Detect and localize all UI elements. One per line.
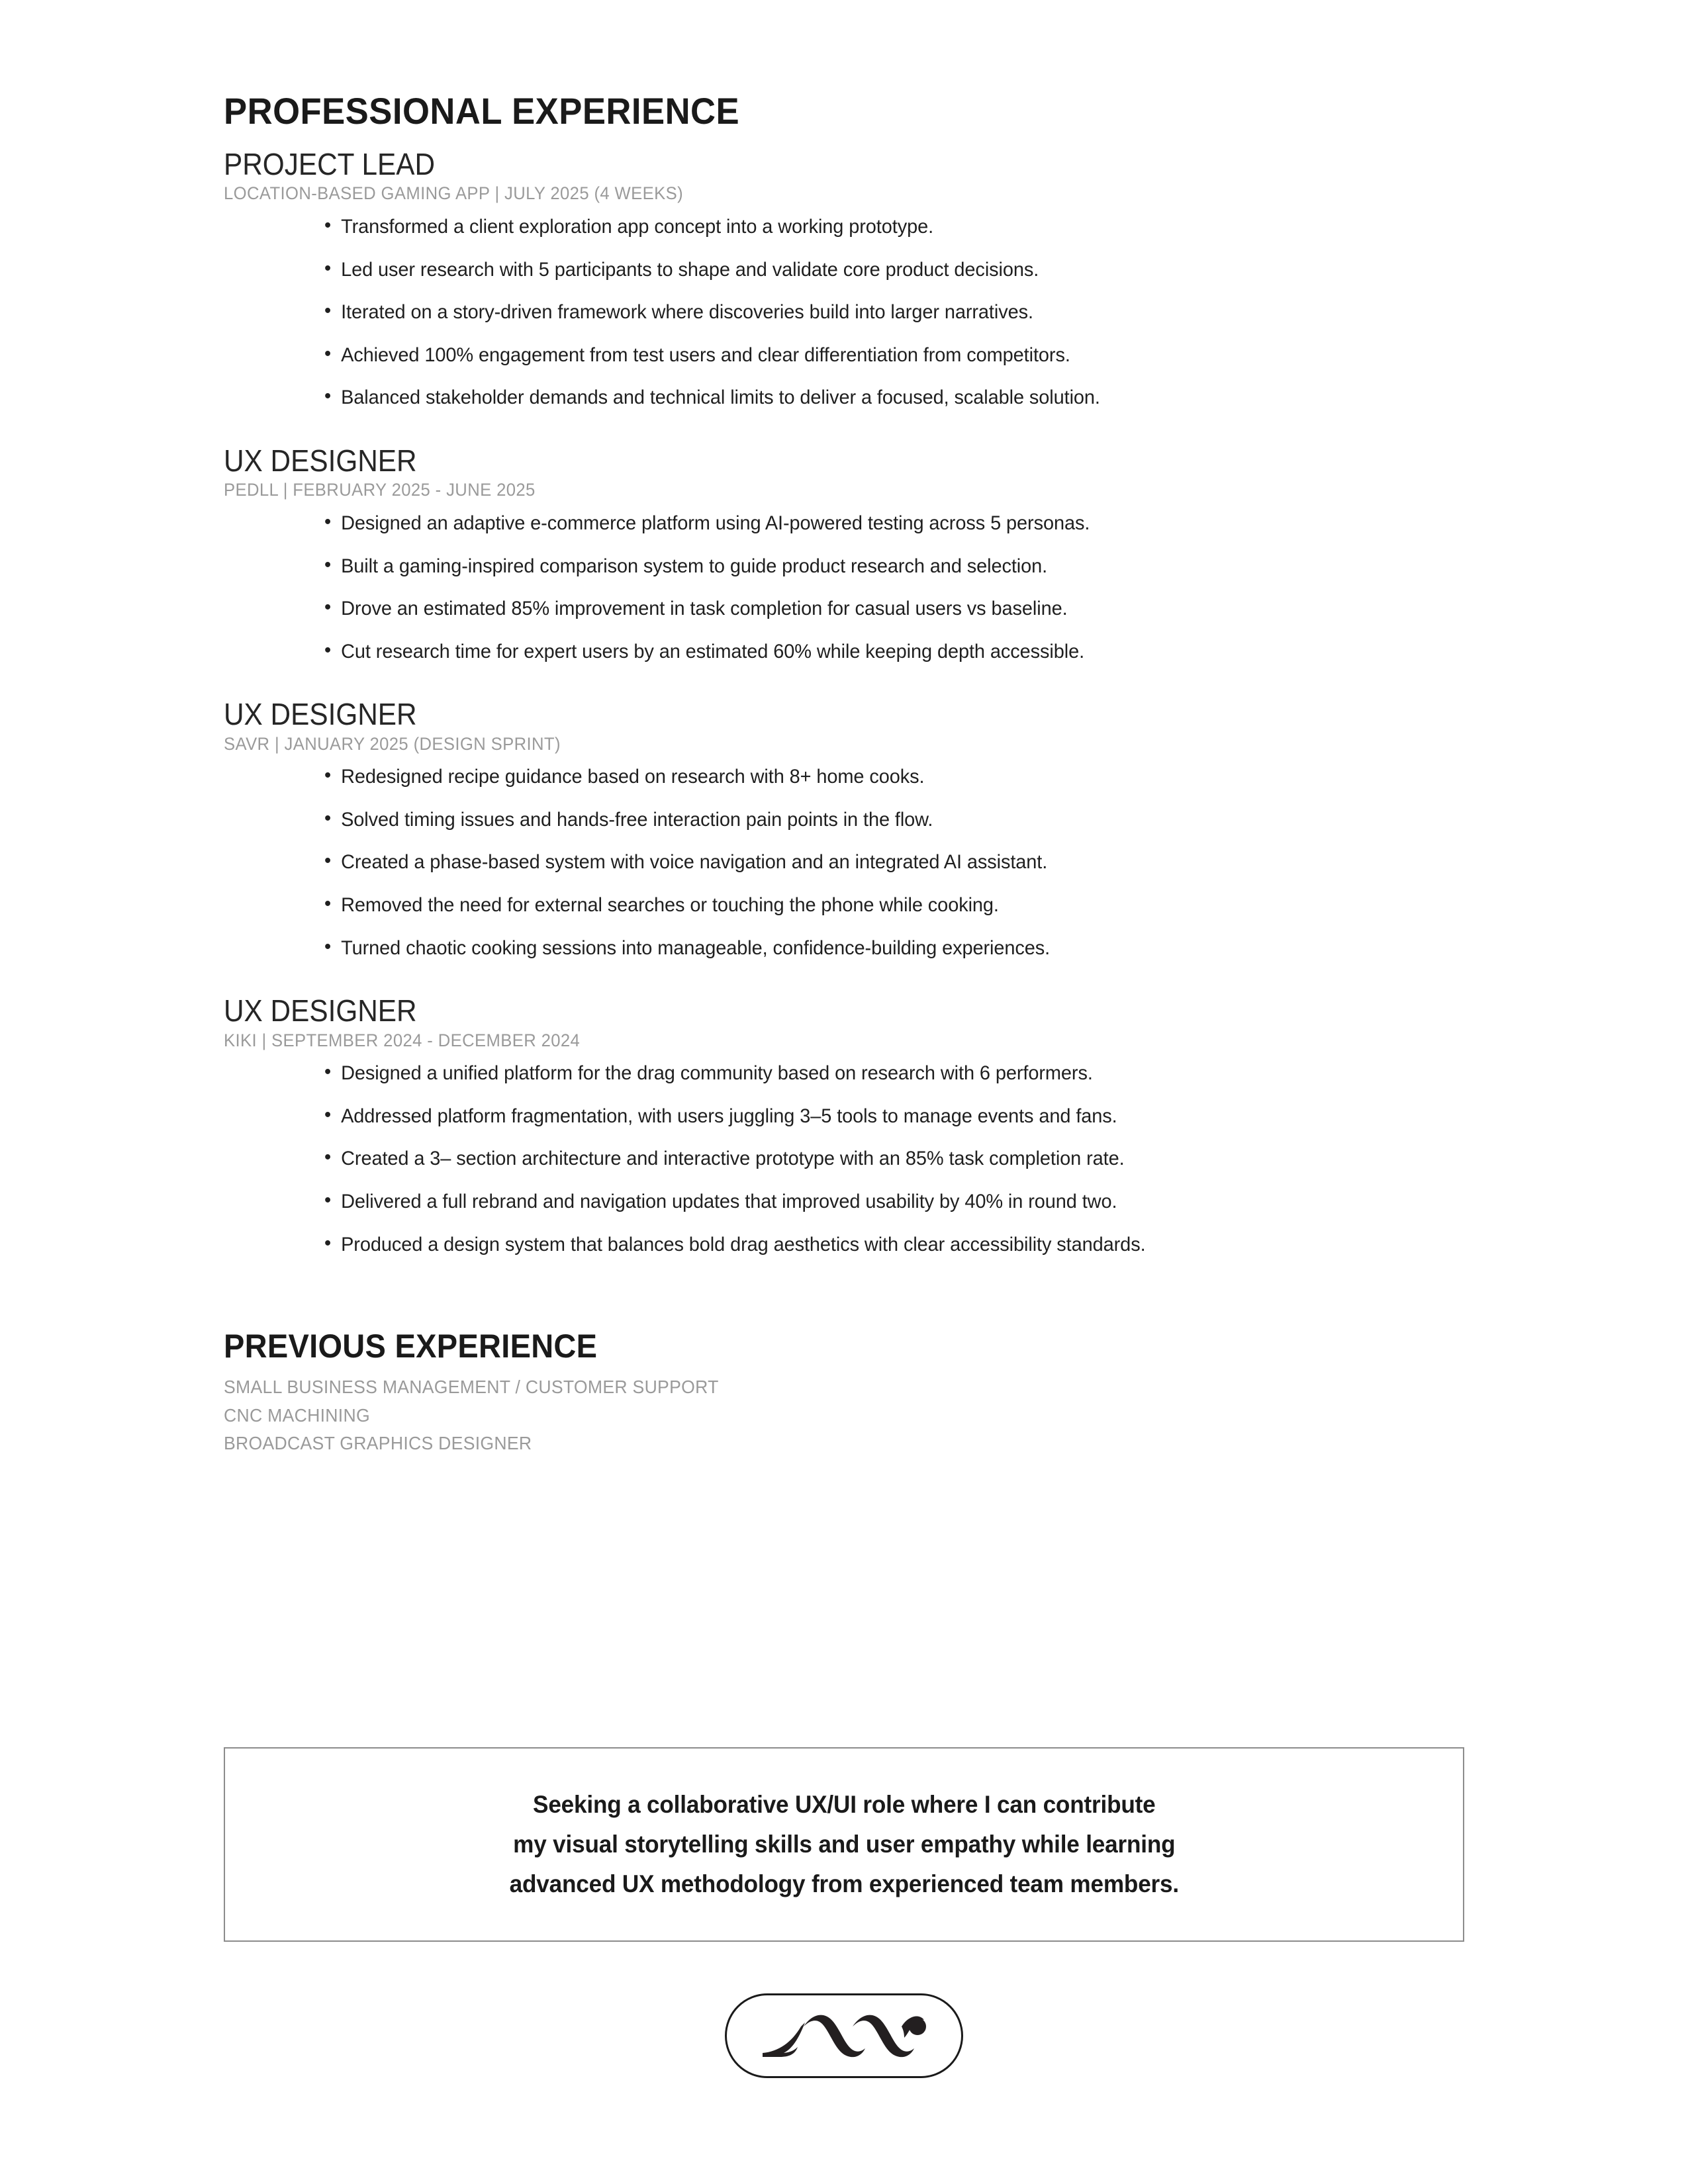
monogram-wave-logo-icon: [725, 1993, 963, 2078]
list-item: • Transformed a client exploration app concept into a working prototype.: [324, 216, 1426, 238]
list-item: • Removed the need for external searches or touching the phone while cooking.: [324, 894, 1426, 917]
list-item: SMALL BUSINESS MANAGEMENT / CUSTOMER SUPPORT: [224, 1377, 719, 1398]
list-item: • Turned chaotic cooking sessions into manageable, confidence-building experiences.: [324, 937, 1426, 960]
main-content: [224, 90, 1466, 1458]
list-item: CNC MACHINING: [224, 1404, 370, 1426]
job-entry: [224, 698, 1466, 959]
list-item: • Redesigned recipe guidance based on research with 8+ home cooks.: [324, 766, 1426, 788]
list-item: • Solved timing issues and hands-free interaction pain points in the flow.: [324, 809, 1426, 831]
job-bullet-list: [224, 512, 1466, 662]
list-item: • Addressed platform fragmentation, with users juggling 3–5 tools to manage events and fans.: [324, 1105, 1426, 1128]
statement-line: advanced UX methodology from experienced team members.: [509, 1870, 1179, 1897]
list-item: • Achieved 100% engagement from test users and clear differentiation from competitors.: [324, 344, 1426, 367]
list-item: • Delivered a full rebrand and navigation updates that improved usability by 40% in round two.: [324, 1191, 1426, 1213]
statement-line: Seeking a collaborative UX/UI role where I can contribute: [532, 1791, 1156, 1819]
job-title: UX DESIGNER: [224, 993, 417, 1028]
list-item: • Designed a unified platform for the drag community based on research with 6 performers.: [324, 1062, 1426, 1085]
job-meta: LOCATION-BASED GAMING APP | JULY 2025 (4 WEEKS): [224, 183, 684, 204]
job-title: PROJECT LEAD: [224, 147, 436, 181]
list-item: • Led user research with 5 participants to shape and validate core product decisions.: [324, 259, 1426, 281]
job-entry: [224, 995, 1466, 1255]
job-bullet-list: [224, 766, 1466, 959]
objective-statement-box: [224, 1747, 1464, 1942]
job-title: UX DESIGNER: [224, 697, 417, 732]
list-item: • Designed an adaptive e-commerce platform using AI-powered testing across 5 personas.: [324, 512, 1426, 535]
job-entry: [224, 148, 1466, 409]
list-item: • Built a gaming-inspired comparison system to guide product research and selection.: [324, 555, 1426, 578]
previous-experience-title: PREVIOUS EXPERIENCE: [224, 1328, 598, 1365]
previous-experience-section: [224, 1330, 1466, 1458]
page-title: PROFESSIONAL EXPERIENCE: [224, 90, 740, 132]
job-bullet-list: [224, 216, 1466, 409]
list-item: • Created a phase-based system with voice navigation and an integrated AI assistant.: [324, 851, 1426, 874]
job-meta: KIKI | SEPTEMBER 2024 - DECEMBER 2024: [224, 1030, 581, 1050]
list-item: • Produced a design system that balances bold drag aesthetics with clear accessibility standards.: [324, 1234, 1426, 1256]
job-bullet-list: [224, 1062, 1466, 1255]
job-title: UX DESIGNER: [224, 443, 417, 478]
list-item: • Iterated on a story-driven framework where discoveries build into larger narratives.: [324, 301, 1426, 324]
list-item: • Drove an estimated 85% improvement in task completion for casual users vs baseline.: [324, 598, 1426, 620]
list-item: • Created a 3– section architecture and interactive prototype with an 85% task completion rate.: [324, 1148, 1426, 1170]
list-item: BROADCAST GRAPHICS DESIGNER: [224, 1433, 532, 1454]
logo-container: [0, 1993, 1688, 2078]
job-meta: PEDLL | FEBRUARY 2025 - JUNE 2025: [224, 480, 536, 500]
objective-statement-text: [465, 1785, 1223, 1904]
previous-experience-list: [224, 1373, 1466, 1458]
list-item: • Balanced stakeholder demands and technical limits to deliver a focused, scalable solution.: [324, 387, 1426, 409]
job-meta: SAVR | JANUARY 2025 (DESIGN SPRINT): [224, 733, 561, 754]
job-entry: [224, 445, 1466, 662]
statement-line: my visual storytelling skills and user empathy while learning: [512, 1831, 1176, 1858]
list-item: • Cut research time for expert users by an estimated 60% while keeping depth accessible.: [324, 641, 1426, 663]
